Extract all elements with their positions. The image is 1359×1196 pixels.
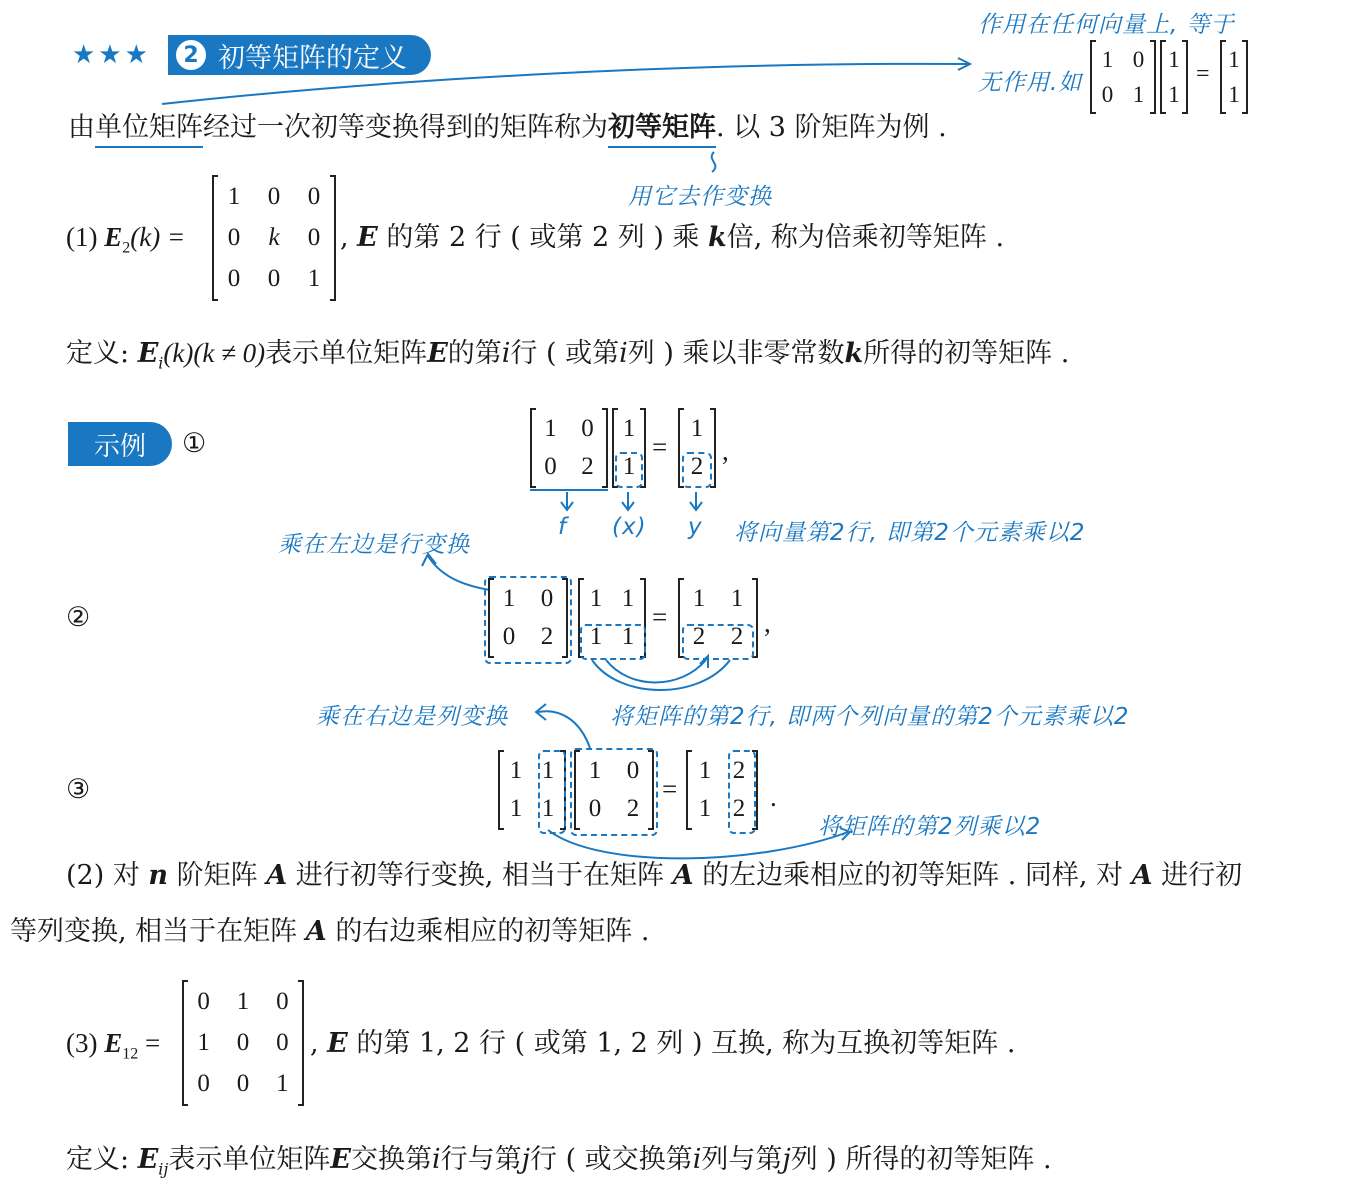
- ex1-highlight-x2: [615, 452, 643, 488]
- example-number-3: ③: [66, 774, 91, 805]
- note-scale-row-matrix: 将矩阵的第2行, 即两个列向量的第2个元素乘以2: [610, 704, 1130, 730]
- note-vector-x: 1 1: [1160, 42, 1188, 112]
- note-identity-matrix: 1 0 0 1: [1090, 42, 1156, 112]
- note-use-it: 用它去作变换: [628, 184, 772, 210]
- definition-swap: 定义: $E_{ij}$表示单位矩阵E交换第i行与第j行 ( 或交换第i列与第j列 ) 所得的初等矩阵 .: [66, 1144, 1052, 1179]
- ex1-matrix-f: 1 0 0 2: [530, 410, 608, 486]
- note-top-line2: 无作用.如: [978, 70, 1083, 96]
- item1-description: , E 的第 2 行 ( 或第 2 列 ) 乘 k倍, 称为倍乘初等矩阵 .: [340, 222, 1005, 253]
- ex2-equals: =: [652, 602, 668, 632]
- item2-line1: (2) 对 n 阶矩阵 A 进行初等行变换, 相当于在矩阵 A 的左边乘相应的初等矩阵 . 同样, 对 A 进行初: [66, 860, 1243, 891]
- item3-matrix: 0 1 0 1 0 0 0 0 1: [182, 982, 304, 1104]
- note-right-col: 乘在右边是列变换: [316, 704, 508, 730]
- item3-lhs: (3) $E_{12}$ =: [66, 1028, 161, 1063]
- rating-stars: ★★★: [72, 40, 151, 70]
- note-vector-y: 1 1: [1220, 42, 1248, 112]
- label-y: y: [688, 514, 703, 540]
- ex1-equals: =: [652, 432, 668, 462]
- ex1-vector-y: 1 2: [678, 410, 716, 486]
- ex2-highlight-row2: [580, 624, 646, 660]
- ex2-tail: ,: [764, 608, 771, 638]
- example-number-1: ①: [182, 428, 207, 459]
- ex3-highlight-right: [570, 748, 658, 836]
- ex1-tail: ,: [722, 436, 729, 466]
- section-number: 2: [174, 38, 208, 72]
- ex3-matrix-result: 1 2 1 2: [686, 752, 758, 828]
- example-badge: 示例: [68, 422, 172, 466]
- ex1-vector-x: 1 1: [612, 410, 646, 486]
- ex3-matrix-left: 1 1 1 1: [498, 752, 566, 828]
- ex2-matrix-left: 1 0 0 2: [488, 580, 568, 656]
- intro-paragraph: 由单位矩阵经过一次初等变换得到的矩阵称为初等矩阵. 以 3 阶矩阵为例 .: [68, 114, 947, 141]
- ex3-matrix-right: 1 0 0 2: [574, 752, 654, 828]
- ex3-highlight-result-col2: [728, 750, 756, 834]
- item1-matrix: 1 0 0 0 k 0 0 0 1: [212, 177, 336, 299]
- ex2-highlight-left: [484, 576, 572, 664]
- ex3-equals: =: [662, 774, 678, 804]
- note-equals: =: [1196, 61, 1210, 87]
- note-top-line1: 作用在任何向量上, 等于: [978, 12, 1235, 38]
- ex2-highlight-result-row2: [682, 624, 754, 660]
- example-number-2: ②: [66, 602, 91, 633]
- ex1-highlight-y2: [682, 452, 712, 488]
- term-identity-matrix: 单位矩阵: [95, 112, 203, 148]
- ex2-matrix-right: 1 1 1 1: [578, 580, 646, 656]
- section-title: 初等矩阵的定义: [218, 42, 407, 74]
- ex3-tail: .: [770, 782, 777, 812]
- ex2-matrix-result: 1 1 2 2: [678, 580, 758, 656]
- term-elementary-matrix: 初等矩阵: [608, 112, 716, 148]
- definition-scaling: 定义: $E_i(k)(k \ne 0)$表示单位矩阵E的第i行 ( 或第i列 ) 乘以非零常数k所得的初等矩阵 .: [66, 338, 1070, 373]
- note-left-row: 乘在左边是行变换: [278, 532, 470, 558]
- item1-lhs: (1) $E_2(k)$ =: [66, 222, 186, 257]
- label-f: f: [558, 514, 568, 540]
- item2-line2: 等列变换, 相当于在矩阵 A 的右边乘相应的初等矩阵 .: [10, 916, 650, 947]
- ex3-highlight-col2: [538, 750, 566, 834]
- label-x: (x): [612, 514, 647, 540]
- note-scale-row-vector: 将向量第2行, 即第2个元素乘以2: [734, 520, 1086, 546]
- item3-description: , E 的第 1, 2 行 ( 或第 1, 2 列 ) 互换, 称为互换初等矩阵 .: [310, 1028, 1016, 1059]
- arrow-identity-note: [162, 64, 968, 104]
- note-scale-col: 将矩阵的第2列乘以2: [818, 814, 1042, 840]
